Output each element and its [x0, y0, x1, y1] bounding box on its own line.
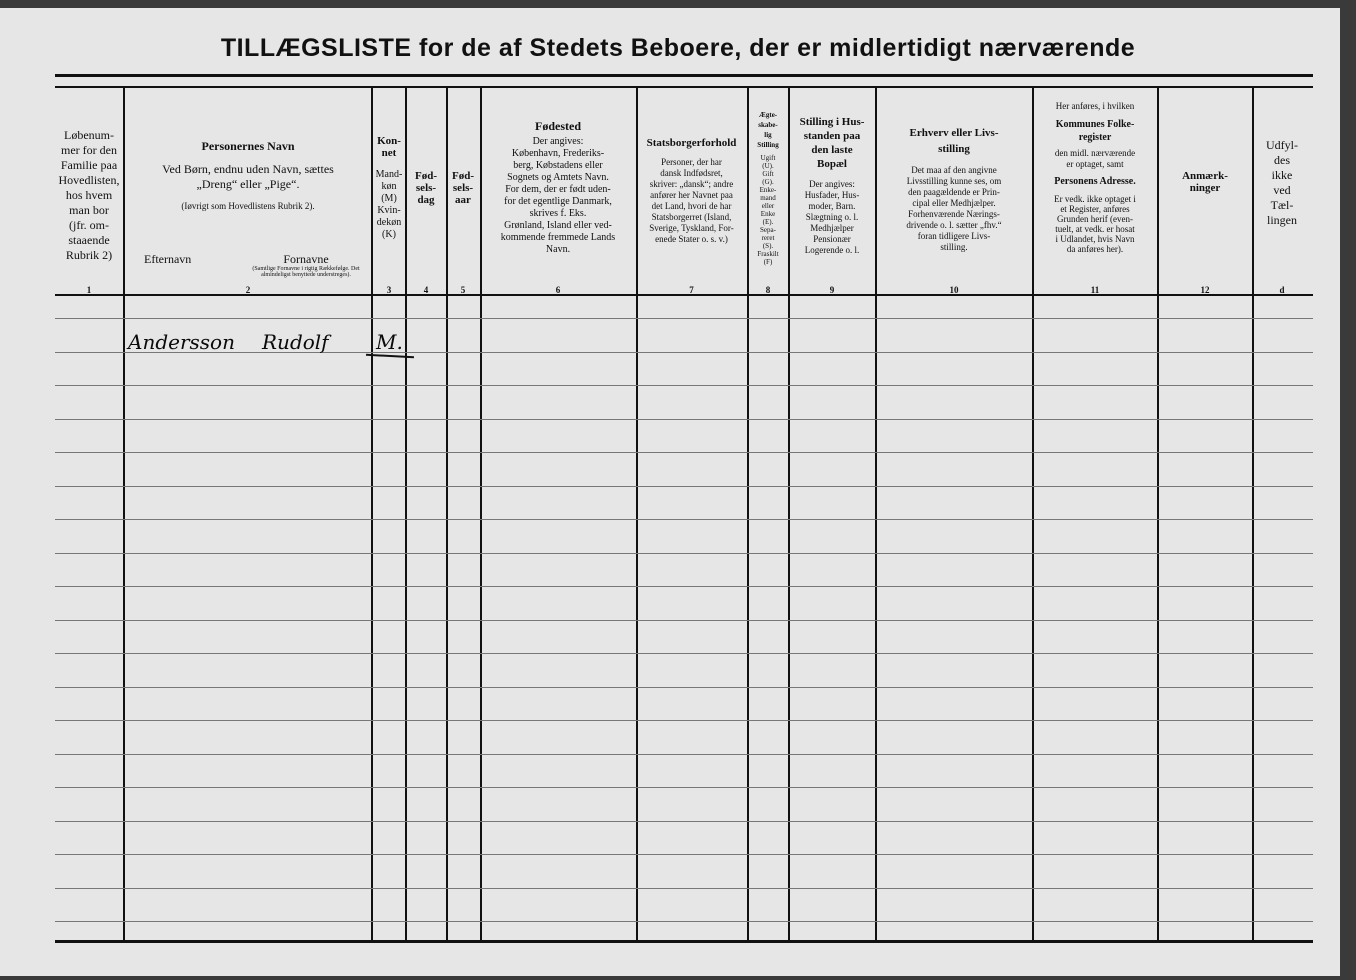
entry-given-name: Rudolf — [262, 330, 329, 354]
ruled-line — [55, 352, 1313, 353]
col10-header — [877, 95, 1031, 293]
col6-body: Der angives: København, Frederiks- berg, Købstadens eller Sognets og Amtets Navn. For dem, der er født uden- for det egentlige Danmark, skrives f. Eks. Grønland, Island eller ved- kommende fremmede Lands Navn. — [500, 136, 616, 255]
col-number: 9 — [829, 285, 835, 295]
col9-body: Der angives: Husfader, Hus- moder, Barn. Slægtning o. l. Medhjælper Pensionær Logerende o. l. — [804, 179, 860, 255]
col11-heading2: Personens Adresse. — [1054, 176, 1136, 187]
col3-body: Mand- køn (M) Kvin- dekøn (K) — [375, 169, 403, 240]
top-rule — [55, 74, 1313, 77]
ruled-line — [55, 419, 1313, 420]
ruled-line — [55, 687, 1313, 688]
col7-header — [638, 95, 745, 293]
col7-heading: Statsborgerforhold — [646, 137, 737, 149]
ruled-line — [55, 821, 1313, 822]
col4-header — [407, 95, 445, 293]
ruled-line — [55, 888, 1313, 889]
col11-body2: Er vedk. ikke optaget i et Register, anføres Grunden herif (even- tuelt, at vedk. er hosat i Udlandet, hvis Navn da anføres her). — [1054, 194, 1136, 254]
col11-pre: Her anføres, i hvilken — [1055, 101, 1135, 111]
col2-given-note: (Samtlige Fornavne i rigtig Rækkefølge. Det almindeligst benyttede understreges). — [252, 266, 360, 278]
col-number: 6 — [555, 285, 561, 295]
col-number: 12 — [1200, 285, 1210, 295]
col3-header — [373, 95, 405, 293]
col8-body: Ugift (U). Gift (G). Enke- mand eller Enke (E). Sepa- reret (S). Fraskilt (F) — [757, 154, 779, 266]
col12-header — [1159, 95, 1251, 293]
ruled-line — [55, 586, 1313, 587]
col-number: 7 — [689, 285, 694, 295]
ruled-line — [55, 921, 1313, 922]
entry-sex: M. — [376, 330, 403, 354]
col9-heading: Stilling i Hus- standen paa den laste Bopæl — [799, 116, 865, 170]
col5-header — [448, 95, 478, 293]
col10-body: Det maa af den angivne Livsstilling kunne ses, om den paagældende er Prin- cipal eller Medhjælper. Forhenværende Nærings- drivende o. l. sætter „fhv.“ foran tidligere Livs- stilling. — [906, 165, 1002, 252]
cold-header — [1254, 95, 1310, 293]
bottom-rule — [55, 940, 1313, 943]
col3-heading: Kon- net — [377, 135, 401, 159]
col-number: 2 — [245, 285, 251, 295]
col5-heading: Fød- sels- aar — [452, 170, 474, 206]
ruled-line — [55, 318, 1313, 319]
col2-heading: Personernes Navn — [201, 139, 295, 153]
cold-body: Udfyl- des ikke ved Tæl- lingen — [1266, 138, 1298, 227]
col-number: 1 — [86, 285, 92, 295]
col2-given-label: Fornavne — [283, 252, 329, 266]
header-top-rule — [55, 86, 1313, 88]
col7-body: Personer, der har dansk Indfødsret, skriver: „dansk“; andre anfører her Navnet paa det Land, hvori de har Statsborgerret (Island, Sverige, Tyskland, For- enede Stater o. s. v.) — [649, 157, 734, 244]
form-title: TILLÆGSLISTE for de af Stedets Beboere, der er midlertidigt nærværende — [220, 34, 1136, 62]
ruled-line — [55, 519, 1313, 520]
col-number: 10 — [949, 285, 959, 295]
entry-surname: Andersson — [128, 330, 235, 354]
col1-body: Løbenum- mer for den Familie paa Hovedlisten, hos hvem man bor (jfr. om- staaende Rubrik 2) — [58, 128, 120, 262]
col12-heading: Anmærk- ninger — [1182, 170, 1228, 194]
col6-header — [482, 95, 634, 293]
ruled-line — [55, 854, 1313, 855]
col-number: 5 — [460, 285, 466, 295]
ruled-line — [55, 754, 1313, 755]
col2-note: (Iøvrigt som Hovedlistens Rubrik 2). — [181, 201, 315, 211]
col8-header — [749, 95, 787, 293]
ruled-line — [55, 553, 1313, 554]
col10-heading: Erhverv eller Livs- stilling — [909, 127, 999, 155]
col6-heading: Fødested — [535, 119, 581, 133]
col9-header — [790, 95, 874, 293]
column-divider — [123, 86, 125, 942]
ruled-line — [55, 385, 1313, 386]
ruled-line — [55, 787, 1313, 788]
col11-heading: Kommunes Folke- register — [1055, 119, 1135, 143]
col-number: 4 — [423, 285, 429, 295]
col11-header — [1034, 95, 1156, 293]
ruled-line — [55, 653, 1313, 654]
col2-header — [126, 95, 370, 293]
ruled-line — [55, 620, 1313, 621]
col-number: 3 — [386, 285, 392, 295]
col2-surname-label: Efternavn — [144, 252, 192, 266]
col1-header — [56, 128, 122, 326]
col-number: d — [1279, 285, 1285, 295]
col8-heading: Ægte- skabe- lig Stilling — [757, 111, 779, 149]
col4-heading: Fød- sels- dag — [415, 170, 437, 206]
col2-body: Ved Børn, endnu uden Navn, sættes „Dreng“ eller „Pige“. — [162, 162, 334, 191]
col-number: 11 — [1090, 285, 1100, 295]
col11-body: den midl. nærværende er optaget, samt — [1054, 148, 1136, 169]
ruled-line — [55, 486, 1313, 487]
ruled-line — [55, 720, 1313, 721]
col-number: 8 — [765, 285, 771, 295]
ruled-line — [55, 452, 1313, 453]
